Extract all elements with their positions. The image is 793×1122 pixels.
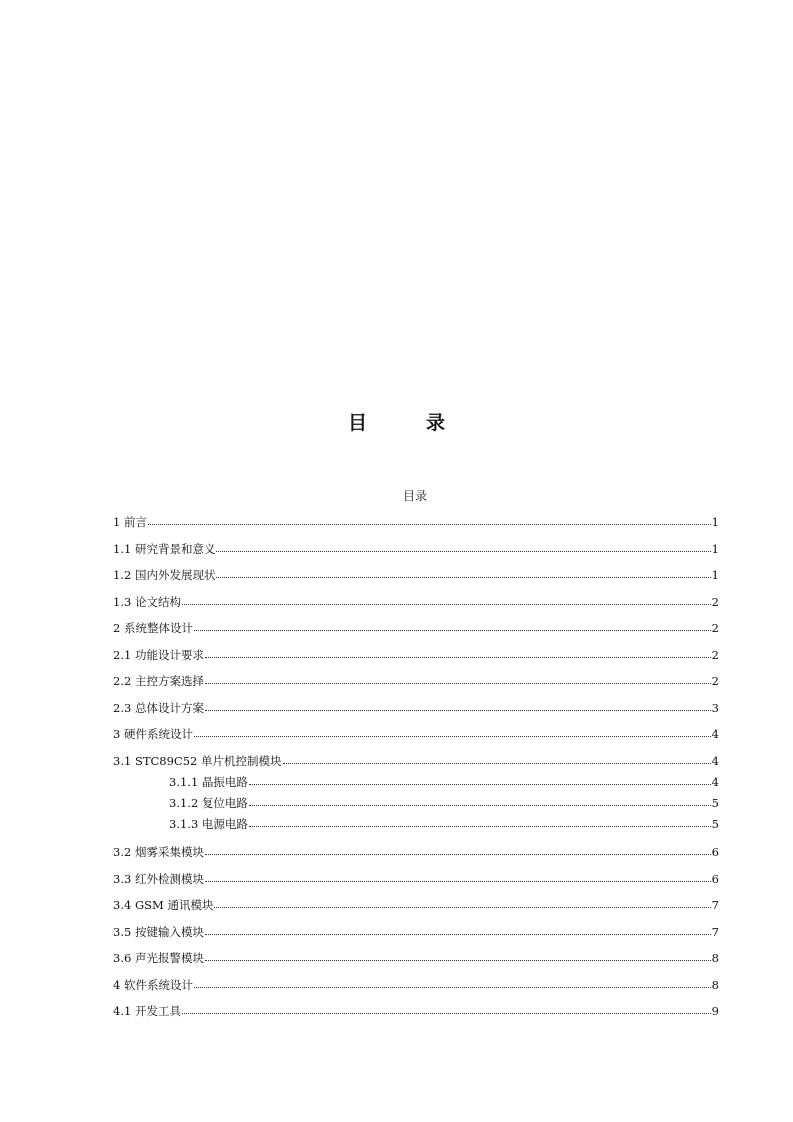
toc-entry-label: 3.1.1 晶振电路 <box>169 774 248 789</box>
toc-entry-label: 1.2 国内外发展现状 <box>113 568 216 582</box>
toc-entry-label: 1 前言 <box>113 515 147 529</box>
toc-leader-dots <box>205 702 711 712</box>
toc-entry[interactable] <box>113 700 719 716</box>
toc-subentry[interactable] <box>169 774 719 790</box>
toc-leader-dots <box>205 873 711 883</box>
toc-entry-label: 3.1.2 复位电路 <box>169 795 248 810</box>
toc-entry-label: 4.1 开发工具 <box>113 1004 181 1018</box>
toc-entry-label: 2 系统整体设计 <box>113 621 193 635</box>
toc-entry-label: 3 硬件系统设计 <box>113 727 193 741</box>
toc-entry-page: 8 <box>711 977 719 992</box>
toc-leader-dots <box>182 1005 711 1015</box>
toc-entry-label: 2.1 功能设计要求 <box>113 647 204 662</box>
toc-entry-page: 4 <box>711 753 719 768</box>
toc-entry-page: 7 <box>711 898 719 912</box>
toc-entry[interactable] <box>113 594 719 610</box>
toc-leader-dots <box>205 926 711 936</box>
toc-entry-label: 3.2 烟雾采集模块 <box>113 845 204 859</box>
toc-entry-page: 2 <box>711 647 719 662</box>
toc-entry[interactable] <box>113 977 719 993</box>
toc-subentry[interactable] <box>169 816 719 832</box>
toc-entry-page: 3 <box>711 700 719 715</box>
toc-entry-page: 9 <box>711 1004 719 1018</box>
toc-leader-dots <box>214 899 710 909</box>
toc-entry-label: 3.5 按键输入模块 <box>113 924 204 939</box>
toc-heading: 目录 <box>402 489 427 503</box>
toc-leader-dots <box>182 596 711 606</box>
toc-entry[interactable] <box>113 897 719 913</box>
toc-leader-dots <box>205 649 711 659</box>
toc-entry-page: 4 <box>711 727 719 741</box>
toc-subentry[interactable] <box>169 795 719 811</box>
toc-entry[interactable] <box>113 844 719 860</box>
toc-entry-page: 5 <box>711 795 719 810</box>
toc-leader-dots <box>249 797 711 807</box>
toc-entry-page: 1 <box>711 568 719 582</box>
toc-entry[interactable] <box>113 673 719 689</box>
toc-leader-dots <box>205 846 711 856</box>
toc-leader-dots <box>216 569 710 579</box>
toc-leader-dots <box>283 755 711 765</box>
toc-leader-dots <box>249 776 711 786</box>
toc-entry-label: 4 软件系统设计 <box>113 977 193 992</box>
toc-entry-page: 4 <box>711 774 719 789</box>
toc-entry[interactable] <box>113 647 719 663</box>
toc-entry-page: 6 <box>711 845 719 859</box>
toc-entry-label: 2.3 总体设计方案 <box>113 700 204 715</box>
toc-leader-dots <box>148 516 711 526</box>
toc-entry[interactable] <box>113 1003 719 1019</box>
toc-entry[interactable] <box>113 567 719 583</box>
toc-entry-label: 3.3 红外检测模块 <box>113 871 204 886</box>
toc-entry[interactable] <box>113 726 719 742</box>
toc-entry-label: 3.1 STC89C52 单片机控制模块 <box>113 753 282 768</box>
toc-entry-page: 7 <box>711 924 719 939</box>
toc-entry-label: 2.2 主控方案选择 <box>113 674 204 688</box>
toc-entry-page: 5 <box>711 817 719 831</box>
toc-entry-label: 3.1.3 电源电路 <box>169 817 248 831</box>
toc-leader-dots <box>205 952 711 962</box>
toc-leader-dots <box>249 818 711 828</box>
toc-entry-page: 2 <box>711 674 719 688</box>
toc-leader-dots <box>194 979 711 989</box>
toc-leader-dots <box>194 728 711 738</box>
toc-entry[interactable] <box>113 620 719 636</box>
toc-entry[interactable] <box>113 924 719 940</box>
toc-leader-dots <box>216 543 710 553</box>
toc-leader-dots <box>205 675 711 685</box>
toc-entry-page: 8 <box>711 951 719 965</box>
toc-leader-dots <box>194 622 711 632</box>
toc-entry-page: 1 <box>711 541 719 556</box>
toc-entry-label: 3.6 声光报警模块 <box>113 951 204 965</box>
toc-entry-label: 1.3 论文结构 <box>113 594 181 609</box>
toc-entry[interactable] <box>113 871 719 887</box>
page-title: 目 录 <box>347 412 465 434</box>
toc-entry-label: 3.4 GSM 通讯模块 <box>113 898 214 912</box>
toc-entry-page: 2 <box>711 594 719 609</box>
toc-entry-page: 1 <box>711 515 719 529</box>
toc-entry[interactable] <box>113 753 719 769</box>
toc-entry[interactable] <box>113 541 719 557</box>
toc-entry-label: 1.1 研究背景和意义 <box>113 541 216 556</box>
toc-entry-page: 2 <box>711 621 719 635</box>
toc-entry[interactable] <box>113 950 719 966</box>
toc-entry[interactable] <box>113 514 719 530</box>
toc-entry-page: 6 <box>711 871 719 886</box>
